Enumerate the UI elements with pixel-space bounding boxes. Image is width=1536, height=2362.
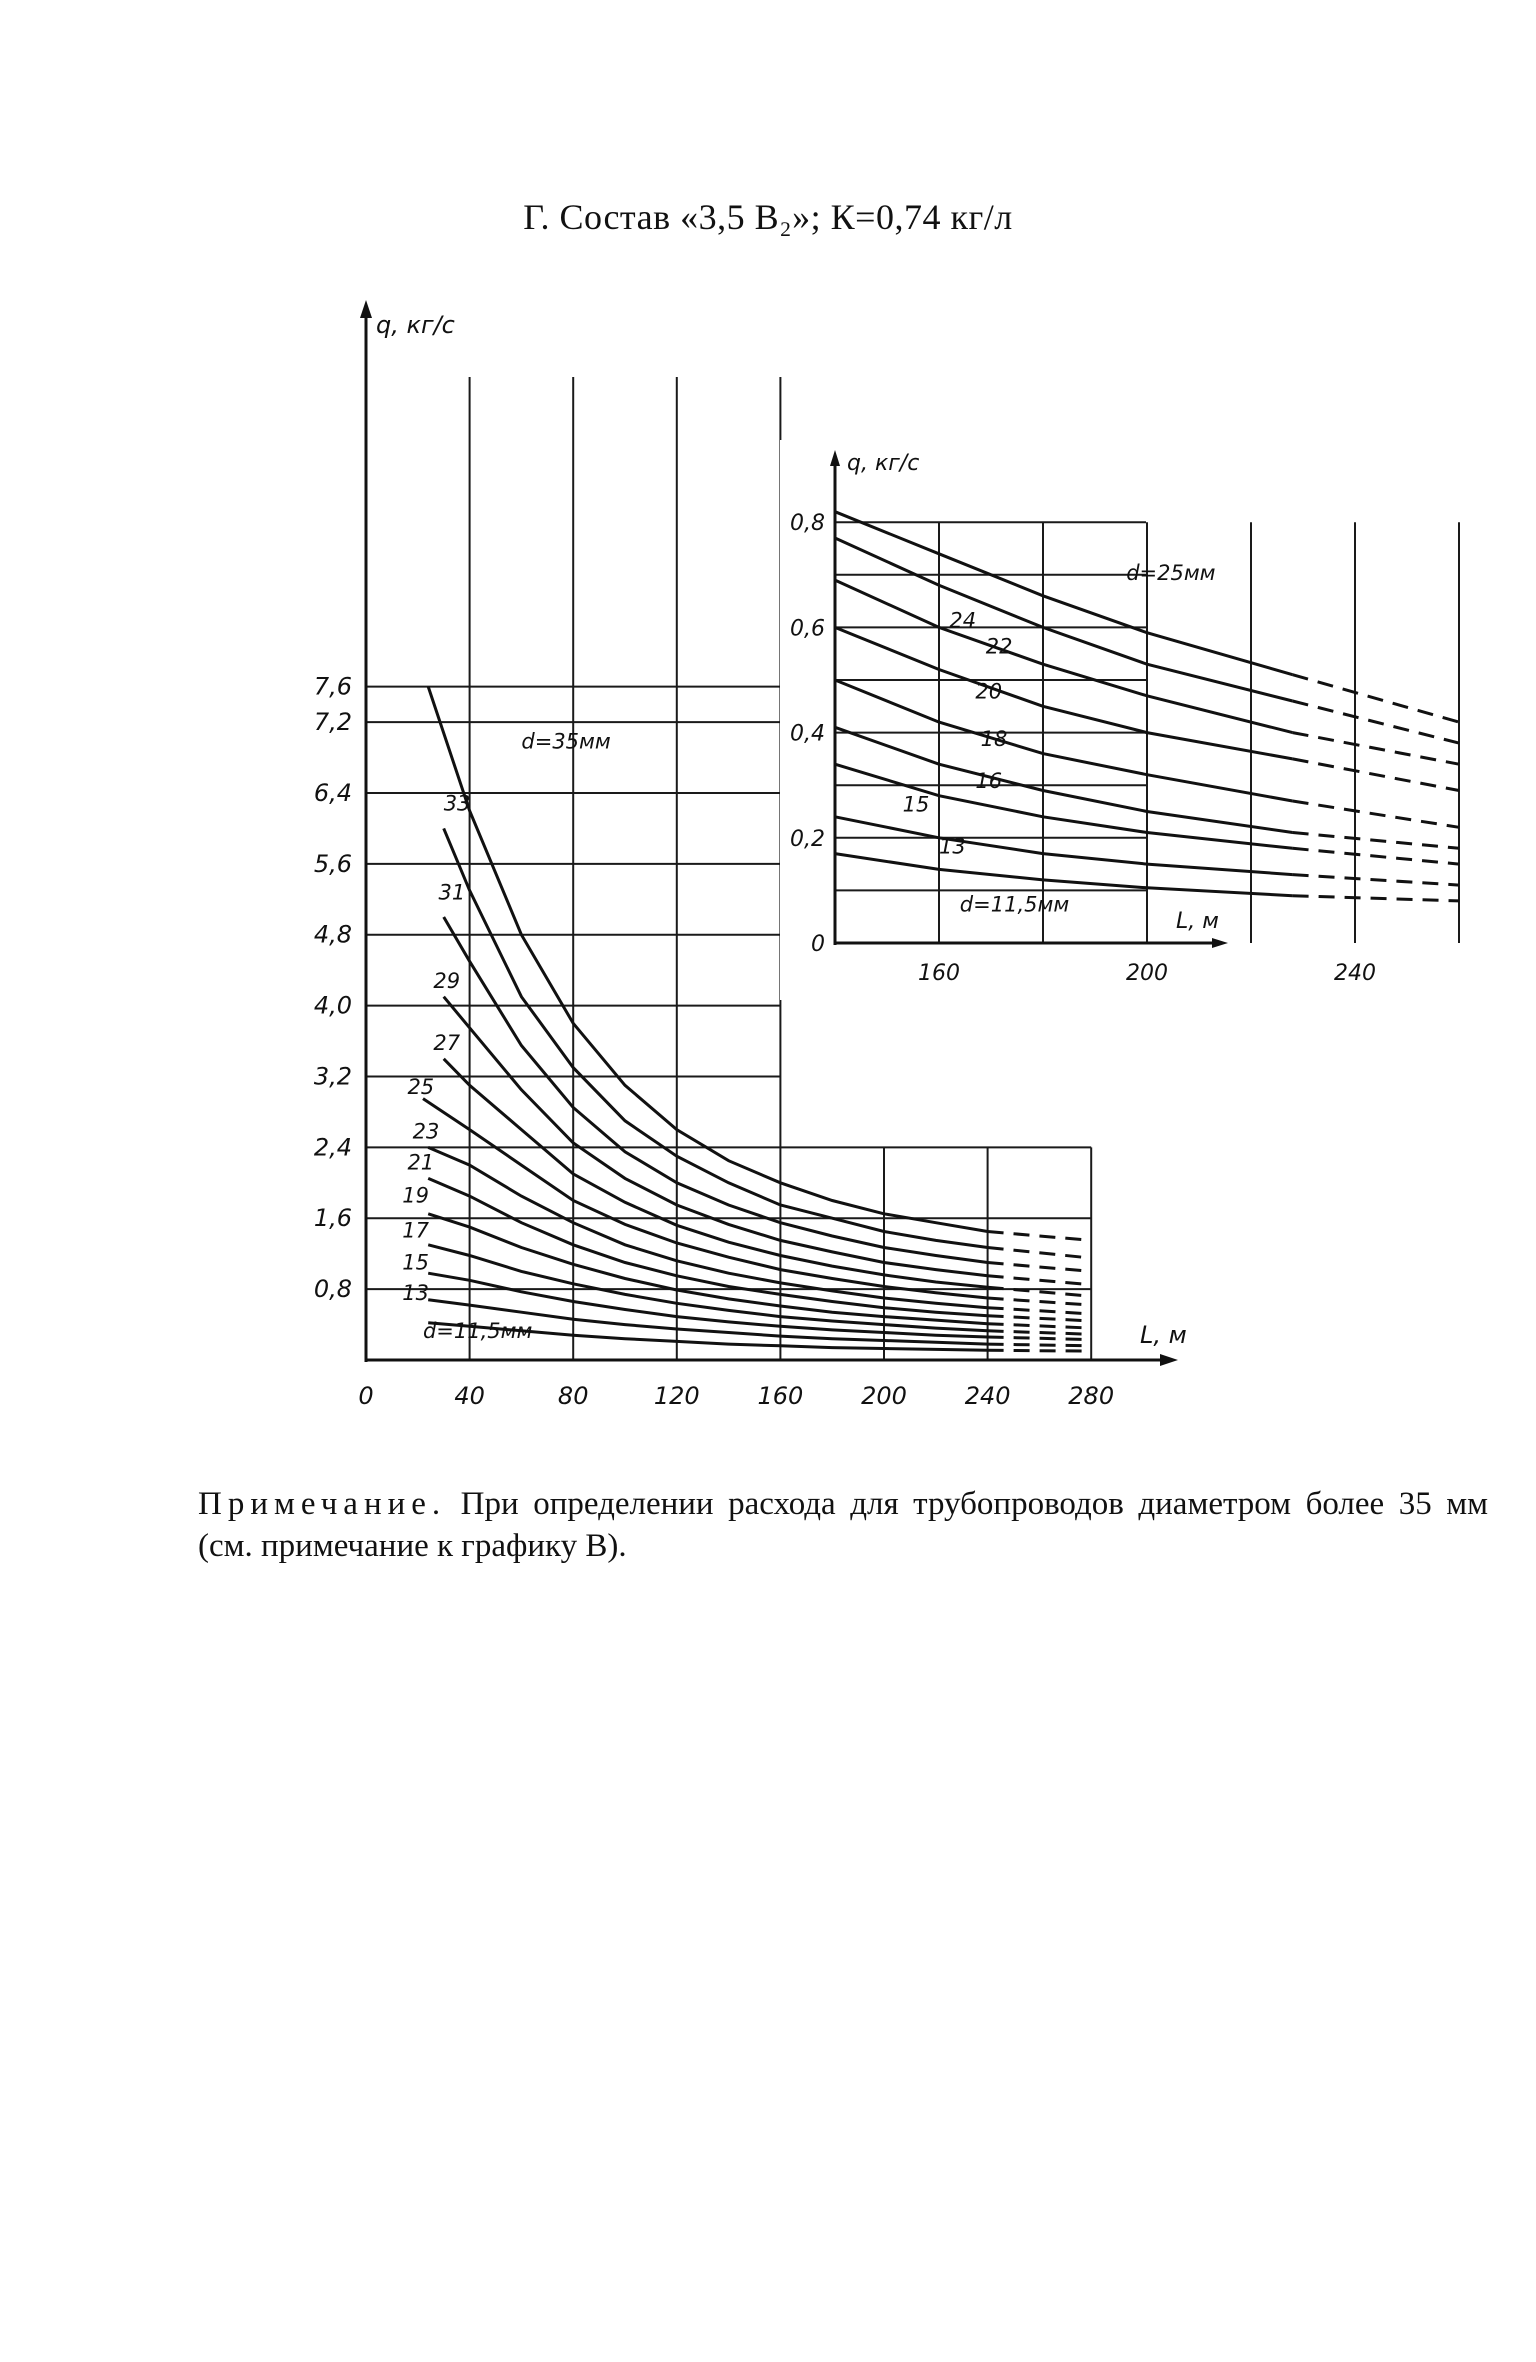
inset-series-label: d=25мм — [1126, 561, 1216, 586]
main-curve-dashed — [988, 1248, 1092, 1259]
main-series-label: 23 — [412, 1119, 440, 1144]
main-curve-dashed — [988, 1344, 1092, 1346]
main-y-tick-label: 6,4 — [313, 778, 352, 807]
main-y-tick-label: 2,4 — [313, 1133, 352, 1162]
main-curve-dashed — [988, 1316, 1092, 1321]
page-title: Г. Состав «3,5 В₂»; К=0,74 кг/л — [523, 197, 1013, 237]
main-y-tick-label: 4,0 — [313, 991, 352, 1020]
main-curve-dashed — [988, 1276, 1092, 1285]
inset-curve-dashed — [1293, 675, 1459, 722]
inset-series-label: 20 — [975, 679, 1003, 704]
note-paragraph — [198, 1483, 1488, 1567]
main-series-label: 21 — [407, 1150, 435, 1175]
main-y-axis-arrow — [360, 300, 372, 318]
main-x-tick-label: 200 — [861, 1382, 907, 1410]
inset-y-tick-label: 0,2 — [790, 826, 825, 852]
main-curve-dashed — [988, 1324, 1092, 1328]
inset-series-label: 22 — [985, 634, 1013, 659]
inset-series-label: 15 — [902, 792, 930, 817]
main-y-tick-label: 7,2 — [313, 708, 352, 737]
inset-curve-dashed — [1293, 733, 1459, 765]
main-series-label: 33 — [443, 791, 471, 816]
main-x-axis-arrow — [1160, 1354, 1178, 1366]
inset-curve-dashed — [1293, 875, 1459, 886]
main-y-tick-label: 0,8 — [313, 1275, 352, 1304]
main-series-label: 27 — [433, 1030, 461, 1055]
inset-y-tick-label: 0 — [811, 932, 825, 957]
main-x-tick-label: 80 — [557, 1382, 589, 1410]
inset-x-tick-label: 200 — [1126, 961, 1168, 986]
inset-x-axis-label: L, м — [1176, 909, 1219, 934]
main-curve-dashed — [988, 1263, 1092, 1272]
inset-curve-dashed — [1293, 801, 1459, 827]
inset-y-tick-label: 0,8 — [790, 511, 825, 537]
main-y-tick-label: 4,8 — [313, 920, 352, 949]
inset-series-label: 24 — [949, 608, 977, 633]
main-y-tick-label: 3,2 — [313, 1062, 352, 1091]
main-series-label: 31 — [438, 880, 466, 905]
note-lead: Примечание. — [198, 1486, 447, 1522]
main-x-tick-label: 240 — [964, 1382, 1011, 1410]
main-x-tick-label: 40 — [454, 1382, 485, 1410]
main-series-label: d=35мм — [521, 729, 611, 754]
main-x-tick-label: 160 — [757, 1382, 804, 1410]
main-y-tick-label: 5,6 — [313, 849, 352, 878]
main-y-tick-label: 1,6 — [313, 1204, 352, 1233]
inset-y-tick-label: 0,6 — [790, 616, 825, 642]
main-x-tick-label: 120 — [653, 1382, 700, 1410]
inset-x-tick-label: 160 — [918, 961, 960, 986]
main-series-label: 17 — [402, 1218, 429, 1243]
main-curve-dashed — [988, 1308, 1092, 1314]
inset-y-axis-label: q, кг/с — [847, 451, 920, 476]
inset-x-tick-label: 240 — [1334, 961, 1376, 986]
main-x-tick-label: 0 — [358, 1382, 374, 1410]
main-curve-dashed — [988, 1298, 1092, 1305]
main-y-tick-label: 7,6 — [313, 672, 352, 701]
inset-series-label: d=11,5мм — [959, 892, 1070, 917]
main-y-axis-label: q, кг/с — [376, 311, 455, 339]
inset-series-label: 13 — [939, 834, 966, 859]
inset-curve-dashed — [1293, 759, 1459, 791]
main-series-label: 15 — [402, 1250, 429, 1275]
main-x-axis-label: L, м — [1140, 1321, 1187, 1349]
note-text: При определении расхода для трубопроводов диаметром более 35 мм (см. примечание к графику В). — [198, 1486, 1488, 1565]
main-series-label: 19 — [402, 1183, 429, 1208]
inset-y-tick-label: 0,4 — [790, 721, 825, 747]
main-curve-dashed — [988, 1350, 1092, 1351]
main-curve-dashed — [988, 1232, 1092, 1241]
main-series-label: 25 — [407, 1075, 435, 1100]
main-curve-dashed — [988, 1331, 1092, 1335]
main-x-tick-label: 280 — [1068, 1382, 1115, 1410]
main-curve-dashed — [988, 1337, 1092, 1340]
inset-series-label: 16 — [975, 768, 1003, 793]
inset-series-label: 18 — [980, 726, 1008, 751]
main-series-label: d=11,5мм — [422, 1318, 533, 1343]
inset-curve-dashed — [1293, 701, 1459, 743]
inset-curve-dashed — [1293, 896, 1459, 901]
inset-curve-dashed — [1293, 833, 1459, 849]
inset-x-axis-arrow — [1212, 938, 1228, 948]
main-series-label: 29 — [433, 968, 461, 993]
inset-curve-dashed — [1293, 848, 1459, 864]
main-series-label: 13 — [402, 1280, 429, 1305]
